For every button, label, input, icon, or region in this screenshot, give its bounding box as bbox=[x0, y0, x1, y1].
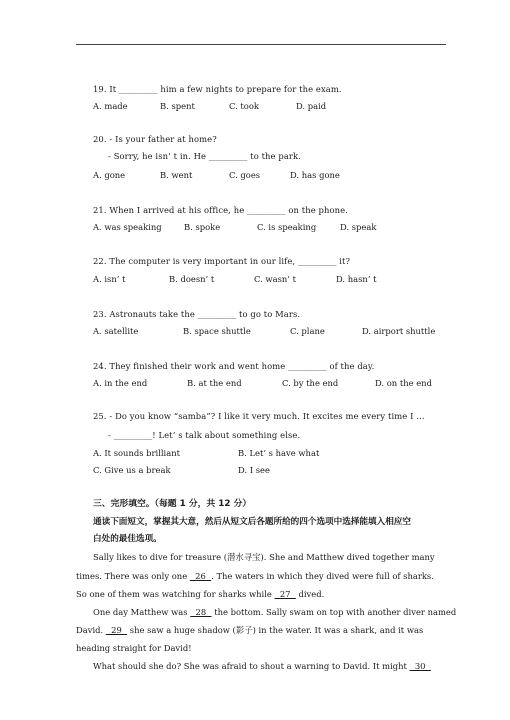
question-24-option: D. on the end bbox=[375, 378, 432, 388]
question-20-reply: - Sorry, he isn’ t in. He _________ to the park. bbox=[108, 151, 301, 161]
question-22-option: C. wasn’ t bbox=[254, 274, 296, 284]
passage-text: the bottom. Sally swam on top with another diver named bbox=[211, 607, 457, 617]
passage-line bbox=[76, 571, 434, 581]
question-25-option: B. Let’ s have what bbox=[238, 448, 320, 458]
question-23-option: A. satellite bbox=[93, 326, 139, 336]
passage-line bbox=[76, 625, 423, 635]
passage-text: What should she do? She was afraid to shout a warning to David. It might bbox=[93, 661, 410, 671]
passage-text: David. bbox=[76, 625, 106, 635]
passage-text: she saw a huge shadow (影子) in the water. It was a shark, and it was bbox=[127, 625, 424, 635]
question-22-option: B. doesn’ t bbox=[169, 274, 215, 284]
passage-text: . The waters in which they dived were full of sharks. bbox=[211, 571, 434, 581]
question-21-option: C. is speaking bbox=[257, 222, 317, 232]
question-20-option: B. went bbox=[160, 170, 193, 180]
blank-number: 27 bbox=[274, 589, 296, 599]
question-21-option: B. spoke bbox=[184, 222, 221, 232]
question-25-option: A. It sounds brilliant bbox=[93, 448, 180, 458]
passage-text: dived. bbox=[295, 589, 325, 599]
question-20-option: C. goes bbox=[229, 170, 261, 180]
blank-number: 29 bbox=[105, 625, 128, 635]
question-25-reply: - _________! Let’ s talk about something else. bbox=[108, 430, 301, 440]
question-25-option: C. Give us a break bbox=[93, 465, 171, 475]
question-22-option: D. hasn’ t bbox=[336, 274, 377, 284]
blank-number: 28 bbox=[190, 607, 212, 617]
question-23-stem: 23. Astronauts take the _________ to go to Mars. bbox=[93, 309, 301, 319]
question-21-stem: 21. When I arrived at his office, he _________ on the phone. bbox=[93, 205, 348, 215]
question-23-option: B. space shuttle bbox=[183, 326, 251, 336]
passage-line bbox=[93, 607, 456, 617]
section-heading: 三、完形填空。（每题 1 分，共 12 分） bbox=[93, 499, 252, 509]
question-24-option: A. in the end bbox=[93, 378, 148, 388]
passage-line bbox=[93, 661, 431, 671]
question-19-option: C. took bbox=[229, 101, 259, 111]
question-24-option: C. by the end bbox=[282, 378, 339, 388]
passage-text: One day Matthew was bbox=[93, 607, 191, 617]
passage-text: heading straight for David! bbox=[76, 643, 192, 653]
question-20-option: A. gone bbox=[93, 170, 126, 180]
question-22-stem: 22. The computer is very important in our life, _________ it? bbox=[93, 256, 351, 266]
question-25-stem: 25. - Do you know “samba”? I like it very much. It excites me every time I … bbox=[93, 411, 425, 421]
passage-line bbox=[76, 643, 192, 653]
question-20-stem: 20. - Is your father at home? bbox=[93, 134, 217, 144]
question-20-option: D. has gone bbox=[290, 170, 340, 180]
passage-line bbox=[93, 552, 435, 562]
question-24-option: B. at the end bbox=[187, 378, 242, 388]
question-19-stem: 19. It _________ him a few nights to prepare for the exam. bbox=[93, 84, 342, 94]
question-21-option: D. speak bbox=[340, 222, 377, 232]
question-19-option: B. spent bbox=[160, 101, 195, 111]
passage-line bbox=[76, 589, 324, 599]
instruction-line-2: 白处的最佳选项。 bbox=[93, 534, 162, 544]
question-22-option: A. isn’ t bbox=[93, 274, 126, 284]
passage-text: times. There was only one bbox=[76, 571, 190, 581]
header-rule bbox=[76, 44, 446, 45]
question-25-option: D. I see bbox=[238, 465, 270, 475]
question-19-option: A. made bbox=[93, 101, 128, 111]
instruction-line-1: 通读下面短文，掌握其大意，然后从短文后各题所给的四个选项中选择能填入相应空 bbox=[93, 517, 411, 527]
passage-text: Sally likes to dive for treasure (潜水寻宝). She and Matthew dived together many bbox=[93, 552, 435, 562]
question-23-option: C. plane bbox=[290, 326, 325, 336]
blank-number: 26 bbox=[189, 571, 212, 581]
passage-text: So one of them was watching for sharks while bbox=[76, 589, 275, 599]
question-21-option: A. was speaking bbox=[93, 222, 162, 232]
question-19-option: D. paid bbox=[296, 101, 327, 111]
question-24-stem: 24. They finished their work and went home _________ of the day. bbox=[93, 361, 375, 371]
blank-number: 30 bbox=[409, 661, 431, 671]
question-23-option: D. airport shuttle bbox=[362, 326, 436, 336]
